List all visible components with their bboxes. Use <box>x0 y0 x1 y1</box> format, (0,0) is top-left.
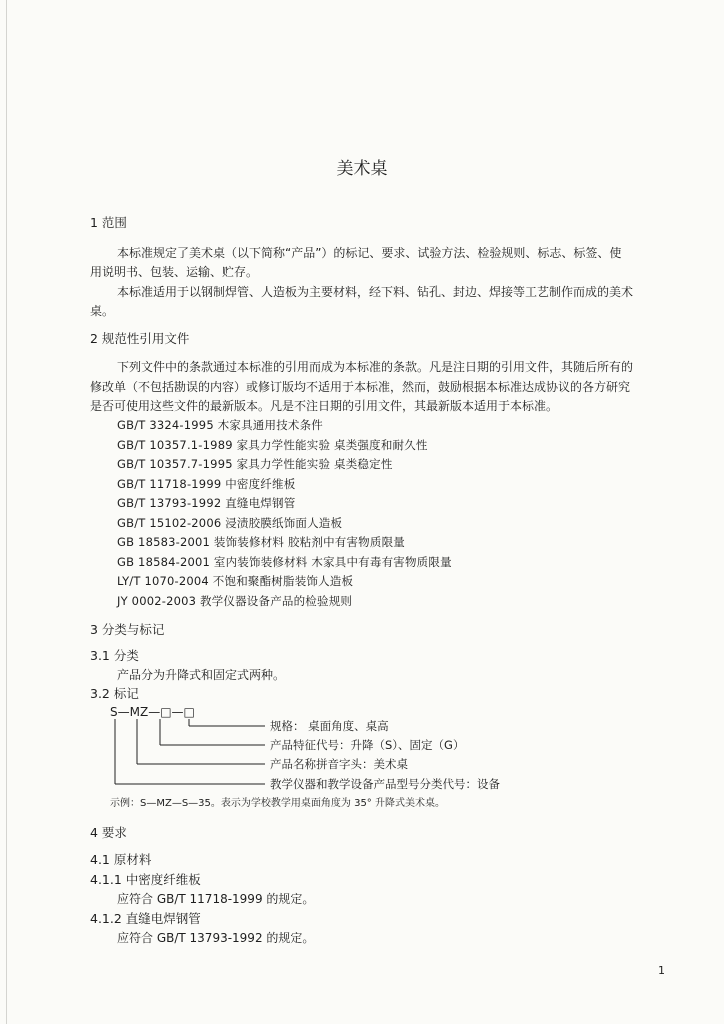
section-2-intro-line-3: 是否可使用这些文件的最新版本。凡是不注日期的引用文件，其最新版本适用于本标准。 <box>90 399 559 413</box>
reference-item: GB/T 10357.1-1989 家具力学性能实验 桌类强度和耐久性 <box>117 438 428 452</box>
reference-item: JY 0002-2003 教学仪器设备产品的检验规则 <box>117 594 353 608</box>
section-1-para-2-line-2: 桌。 <box>90 304 115 318</box>
section-2-intro-line-2: 修改单（不包括勘误的内容）或修订版均不适用于本标准，然而，鼓励根据本标准达成协议的各方研究 <box>90 380 631 394</box>
reference-item: GB/T 3324-1995 木家具通用技术条件 <box>117 418 323 432</box>
page-title: 美术桌 <box>336 159 388 179</box>
reference-item: GB/T 10357.7-1995 家具力学性能实验 桌类稳定性 <box>117 457 393 471</box>
reference-item: GB/T 13793-1992 直缝电焊钢管 <box>117 496 296 510</box>
section-4-1-heading: 4.1 原材料 <box>90 852 152 867</box>
section-2-heading: 2 规范性引用文件 <box>90 331 190 346</box>
section-4-1-1-text: 应符合 GB/T 11718-1999 的规定。 <box>117 892 315 906</box>
section-1-para-1-line-1: 本标准规定了美术桌（以下简称“产品”）的标记、要求、试验方法、检验规则、标志、标签、使 <box>117 246 622 260</box>
reference-item: GB 18584-2001 室内装饰装修材料 木家具中有毒有害物质限量 <box>117 555 452 569</box>
section-1-para-1-line-2: 用说明书、包装、运输、贮存。 <box>90 265 259 279</box>
section-2-intro-line-1: 下列文件中的条款通过本标准的引用而成为本标准的条款。凡是注日期的引用文件，其随后所有的 <box>117 360 634 374</box>
section-3-1-heading: 3.1 分类 <box>90 648 139 663</box>
section-3-heading: 3 分类与标记 <box>90 622 165 637</box>
reference-item: GB/T 11718-1999 中密度纤维板 <box>117 477 296 491</box>
section-1-heading: 1 范围 <box>90 215 127 230</box>
reference-item: LY/T 1070-2004 不饱和聚酯树脂装饰人造板 <box>117 574 354 588</box>
section-4-heading: 4 要求 <box>90 825 127 840</box>
section-3-1-text: 产品分为升降式和固定式两种。 <box>117 668 286 682</box>
marking-label-category: 教学仪器和教学设备产品型号分类代号：设备 <box>270 777 500 791</box>
page-number: 1 <box>658 964 665 977</box>
reference-item: GB 18583-2001 装饰装修材料 胶粘剂中有害物质限量 <box>117 535 405 549</box>
section-4-1-2-text: 应符合 GB/T 13793-1992 的规定。 <box>117 931 315 945</box>
section-4-1-1-heading: 4.1.1 中密度纤维板 <box>90 872 201 887</box>
marking-example: 示例：S—MZ—S—35。表示为学校教学用桌面角度为 35° 升降式美术桌。 <box>110 798 445 809</box>
section-3-2-heading: 3.2 标记 <box>90 686 139 701</box>
section-4-1-2-heading: 4.1.2 直缝电焊钢管 <box>90 911 201 926</box>
reference-item: GB/T 15102-2006 浸渍胶膜纸饰面人造板 <box>117 516 343 530</box>
marking-label-spec: 规格： 桌面角度、桌高 <box>270 719 389 733</box>
marking-label-feature: 产品特征代号：升降（S）、固定（G） <box>270 738 465 752</box>
section-1-para-2-line-1: 本标准适用于以钢制焊管、人造板为主要材料，经下料、钻孔、封边、焊接等工艺制作而成的美术 <box>117 285 634 299</box>
marking-label-name: 产品名称拼音字头：美术桌 <box>270 757 408 771</box>
marking-code: S—MZ—□—□ <box>110 705 195 719</box>
